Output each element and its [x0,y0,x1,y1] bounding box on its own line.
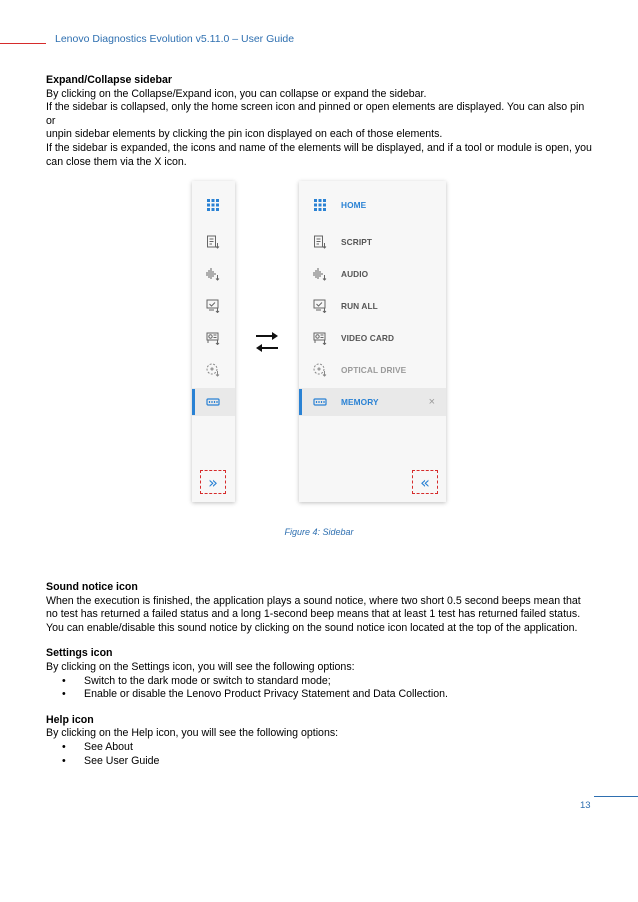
sidebar-item-run-all[interactable] [299,292,446,320]
footer-rule [594,796,638,797]
list-item: • See About [46,741,594,755]
sidebar-item-label: AUDIO [341,269,369,279]
sidebar-item-memory[interactable] [192,388,235,416]
sidebar-item-audio[interactable] [192,260,235,288]
sidebar-expanded [299,181,446,502]
section-icons [46,581,594,768]
memory-icon [206,395,220,409]
sidebar-item-script[interactable] [299,228,446,256]
video-card-icon [313,331,327,345]
script-icon [313,235,327,249]
paragraph-line: unpin sidebar elements by clicking the pin icon displayed on each of those elements. [46,128,443,141]
grid-icon [313,198,327,212]
page-number: 13 [580,800,591,811]
expand-sidebar-button[interactable]: » [200,470,226,494]
memory-icon [313,395,327,409]
grid-icon [206,198,220,212]
sidebar-item-optical-drive[interactable] [299,356,446,384]
document-header-title: Lenovo Diagnostics Evolution v5.11.0 – User Guide [55,33,295,45]
sidebar-item-optical-drive[interactable] [192,356,235,384]
paragraph-line: no test has returned a failed status and a long 1-second beep means that at least 1 test has returned failed status. [46,608,581,621]
section-heading: Sound notice icon [46,581,138,593]
sidebar-item-label: VIDEO CARD [341,333,395,343]
sidebar-item-script[interactable] [192,228,235,256]
video-card-icon [206,331,220,345]
sidebar-item-home[interactable] [299,191,446,219]
sidebar-item-label: HOME [341,200,367,210]
paragraph-line: By clicking on the Settings icon, you will see the following options: [46,660,355,673]
audio-icon [206,267,220,281]
sidebar-collapsed [192,181,235,502]
sidebar-item-label: OPTICAL DRIVE [341,365,407,375]
optical-drive-icon [313,363,327,377]
settings-options-list [46,675,594,702]
sidebar-item-label: MEMORY [341,397,379,407]
paragraph-line: If the sidebar is expanded, the icons and name of the elements will be displayed, and if a tool or module is open, you [46,141,592,154]
section-heading: Help icon [46,713,94,726]
sidebar-item-memory[interactable] [299,388,446,416]
script-icon [206,235,220,249]
paragraph-line: If the sidebar is collapsed, only the home screen icon and pinned or open elements are displayed. You can also pin or [46,101,585,127]
sidebar-item-label: SCRIPT [341,237,373,247]
help-options-list [46,741,594,768]
optical-drive-icon [206,363,220,377]
list-item: • Switch to the dark mode or switch to standard mode; [46,675,594,689]
section-heading: Settings icon [46,647,113,660]
sidebar-item-video-card[interactable] [299,324,446,352]
section-expand-collapse [46,74,594,169]
collapse-sidebar-button[interactable]: « [412,470,438,494]
figure-caption: Figure 4: Sidebar [284,527,354,537]
paragraph-line: By clicking on the Help icon, you will see the following options: [46,727,339,740]
sidebar-item-home[interactable] [192,191,235,219]
header-rule [0,43,46,44]
paragraph-line: can close them via the X icon. [46,155,187,168]
paragraph-line: When the execution is finished, the application plays a sound notice, where two short 0.5 second beeps mean that [46,594,581,607]
sidebar-item-audio[interactable] [299,260,446,288]
run-all-icon [313,299,327,313]
audio-icon [313,267,327,281]
paragraph-line: By clicking on the Collapse/Expand icon, you can collapse or expand the sidebar. [46,87,427,100]
sidebar-item-run-all[interactable] [192,292,235,320]
close-icon[interactable]: × [428,396,435,408]
section-heading: Expand/Collapse sidebar [46,74,172,86]
sidebar-item-label: RUN ALL [341,301,378,311]
swap-arrows-icon [254,328,280,356]
run-all-icon [206,299,220,313]
sidebar-item-video-card[interactable] [192,324,235,352]
list-item: • Enable or disable the Lenovo Product Privacy Statement and Data Collection. [46,688,594,702]
list-item: • See User Guide [46,755,594,769]
paragraph-line: You can enable/disable this sound notice by clicking on the sound notice icon located at the top of the application. [46,621,578,634]
